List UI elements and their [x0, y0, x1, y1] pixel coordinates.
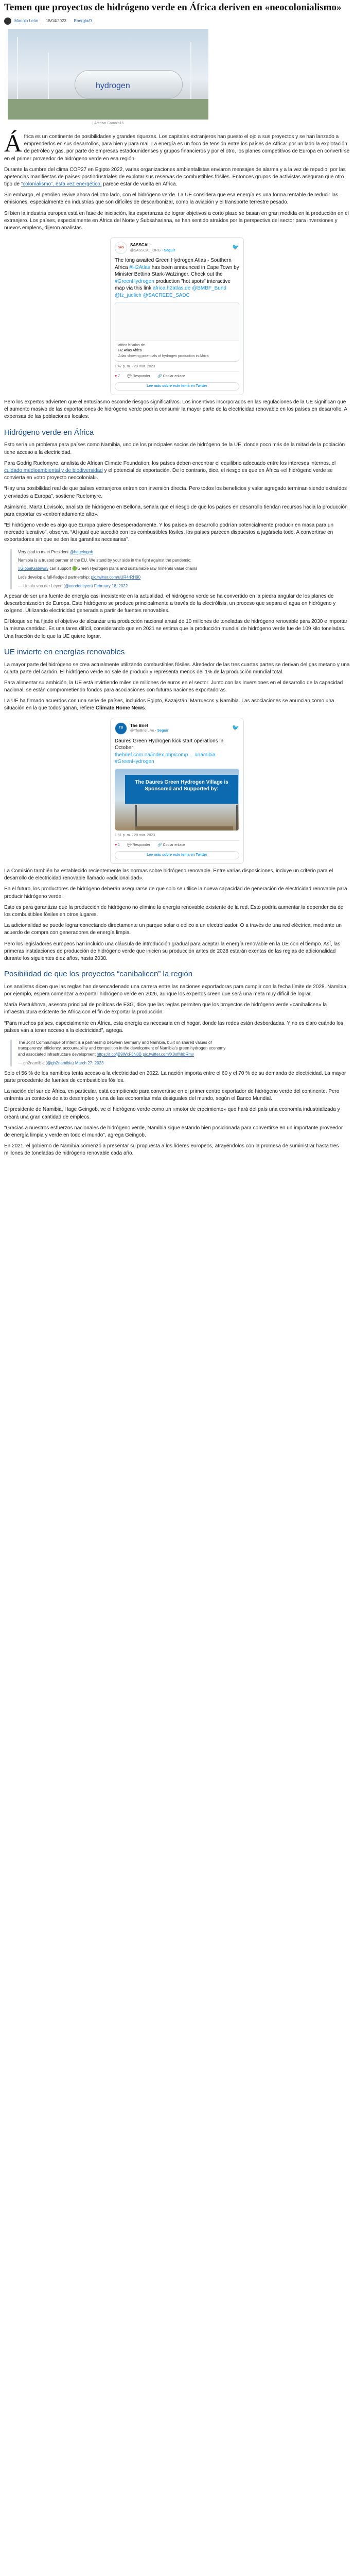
like-button[interactable]: ♥ 7 [115, 374, 120, 378]
paragraph: María Pastukhova, asesora principal de políticas de E3G, dice que las reglas permiten que los proyectos de hidrógeno verde «canibalicen» la infraestructura existente de África con el fin de exportar la producción. [4, 1002, 327, 1015]
paragraph: Esto sería un problema para países como Namibia, uno de los principales socios de hidrógeno de la UE, donde poco más de la mitad de la población tiene acceso a la electricidad. [4, 442, 345, 455]
article-category[interactable]: Energía/0 [74, 19, 92, 24]
article-date: 18/04/2023 [45, 19, 66, 24]
wind-turbine [190, 42, 191, 99]
paragraph: frica es un continente de posibilidades y grandes riquezas. Los capitales extranjeros han puesto el ojo a sus proyectos y se han lanzado a emprenderlos en sus desarrollos, para bien y para mal. La energía es un foco de tensión entre los países de África: por un lado la explotación de petróleo y gas, por parte de empresas estadounidenses y grupos financieros y por el otro, los planes competitivos de Europa en convertirse en el primer proveedor de hidrógeno verde en esa región. [4, 133, 350, 162]
tweet-author-name[interactable]: SASSCAL [130, 243, 150, 248]
tweet-timestamp[interactable]: 1:47 p. m. · 29 mar. 2023 [115, 364, 155, 368]
blockquote-tweet: The Joint Communiqué of Intent is a partnership between Germany and Namibia, built on shared values of transparency, efficiency, accountability and competition in the development of Namibia’s green hydrogen economy and associated infrastructure development https://t.co/jB9WxF3N0B pic.twitter.com/X0nfMrbRmv — gh2namibia (@gh2namibia) March 27, 2023 [10, 1040, 233, 1066]
like-button[interactable]: ♥ 1 [115, 843, 120, 847]
the-brief-logo: TB [115, 722, 127, 735]
reply-icon: 💬 [127, 843, 132, 847]
copy-link-button[interactable]: 🔗 Copiar enlace [157, 843, 185, 847]
article-title: Temen que proyectos de hidrógeno verde en África deriven en «neocolonialismo» [4, 2, 342, 13]
read-more-button[interactable]: Lee más sobre este tema en Twitter [115, 382, 239, 391]
paragraph: Asimismo, Marta Lovisolo, analista de hidrógeno en Bellona, señala que el riesgo de que los países en desarrollo tiendan recursos hacia la producción para exportar es «extremadamente alto». [4, 504, 348, 517]
reply-button[interactable]: 💬 Responder [127, 374, 150, 378]
link-icon: 🔗 [157, 374, 162, 378]
copy-link-button[interactable]: 🔗 Copiar enlace [157, 374, 185, 378]
sasscal-logo: SAS [115, 242, 127, 254]
reply-icon: 💬 [127, 374, 132, 378]
section-heading: UE invierte en energías renovables [4, 647, 125, 656]
author-name[interactable]: Manolo León [14, 19, 39, 24]
heart-icon: ♥ [115, 374, 117, 378]
card-image [115, 302, 239, 341]
intro [4, 129, 350, 163]
byline: Manolo León · 18/04/2023 · Energía/0 [4, 18, 350, 25]
blockquote-tweet: Very glad to meet President @hageingob Namibia is a trusted partner of the EU. We stand by your side in the fight against the pandemic: #GlobalGateway can support 🟢Green Hydrogen plans and sustainable raw minerals value chains Let's develop a full-fledged partnership: pic.twitter.com/uUR4rRH90 — Ursula von der Leyen (@vonderleyen) February 18, 2022 [10, 549, 233, 589]
tweet-text: Daures Green Hydrogen kick start operations in October thebrief.com.na/index.php/comp… #namibia #GreenHydrogen [115, 738, 224, 765]
paragraph: La adicionalidad se puede lograr conectando directamente un parque solar o eólico a un electrolizador. O a través de una red eléctrica, mediante un acuerdo de compra con generadores de energía limpia. [4, 923, 342, 936]
paragraph: Solo el 56 % de los namibios tenía acceso a la electricidad en 2022. La nación importa entre el 60 y el 70 % de su demanda de electricidad. La mayor parte procedente de fuentes de combustibles fósiles. [4, 1070, 346, 1083]
paragraph: En 2021, el gobierno de Namibia comenzó a presentar su propuesta a los líderes europeos, atrayéndolos con la promesa de suministrar hasta tres millones de toneladas de hidrógeno renovable cada año. [4, 1143, 339, 1157]
paragraph: Pero los legisladores europeos han incluido una cláusula de introducción gradual para aceptar la energía renovable en la UE con el tiempo. Así, las primeras instalaciones de producción de hidrógeno verde que inicien su producción antes de 2028 estarán exentas de las reglas de adicionalidad durante los siguientes diez años, hasta 2038. [4, 941, 341, 961]
follow-button[interactable]: · Seguir [155, 729, 169, 733]
section-heading: Posibilidad de que los proyectos “canibalicen” la región [4, 970, 193, 979]
heart-icon: ♥ [115, 843, 117, 847]
paragraph: A pesar de ser una fuente de energía casi inexistente en la actualidad, el hidrógeno verde se ha convertido en la piedra angular de los planes de descarbonización de Europa. Este hidrógeno se produce principalmente a través de la electrólisis, un proceso que separa el agua en hidrógeno y oxígeno. Utilizando electricidad generada a partir de fuentes renovables. [4, 593, 336, 614]
read-more-button[interactable]: Lee más sobre este tema en Twitter [115, 851, 239, 859]
paragraph: El bloque se ha fijado el objetivo de alcanzar una producción nacional anual de 10 millones de toneladas de hidrógeno renovable para 2030 e importar la misma cantidad. Es una tarea difícil, considerando que en 2021 se estima que la producción mundial de hidrógeno verde fue de 109 kilo toneladas. Una fracción de lo que la UE quiere lograr. [4, 619, 348, 639]
article [0, 0, 354, 1158]
hero-image [8, 29, 208, 120]
paragraph: Pero los expertos advierten que el entusiasmo esconde riesgos significativos. Los incentivos incorporados en las regulaciones de la UE significan que el aumento masivo de las exportaciones de hidrógeno verde podría consumir la mayor parte de la electricidad renovable en los países en desarrollo. A expensas de las poblaciones locales. [4, 399, 347, 420]
tweet-timestamp[interactable]: 1:51 p. m. · 28 mar. 2023 [115, 833, 155, 837]
paragraph: La nación del sur de África, en particular, está compitiendo para convertirse en el primer centro exportador de hidrógeno verde del continente. Pero enfrenta un contexto de alto desempleo y una de las economías más desiguales del mundo, según el Banco Mundial. [4, 1089, 340, 1102]
paragraph: Para Godrig Ruelomyre, analista de African Climate Foundation, los países deben encontrar el equilibrio adecuado entre los intereses internos, el cuidado medioambiental y de biodiversidad y el potencial de exportación. De lo contrario, dice, el riesgo es que en África «el hidrógeno verde se convierta en «otro proyecto neocolonial». [4, 460, 336, 481]
paragraph: Los analistas dicen que las reglas han desencadenado una carrera entre las naciones exportadoras para cumplir con la fecha límite de 2028. Namibia, por ejemplo, espera comenzar a exportar hidrógeno verde en 2026, aunque los expertos creen que será una meta muy difícil de lograr. [4, 984, 348, 997]
follow-button[interactable]: · Seguir [162, 248, 175, 252]
paragraph: La Comisión también ha establecido recientemente las normas sobre hidrógeno renovable. Entre varias disposiciones, incluye un criterio para el desarrollo de electricidad renovable llamado «adicionalidad». [4, 868, 333, 882]
sponsor-banner: The Daures Green Hydrogen Village is Sponsored and Supported by: [125, 775, 238, 804]
tweet-image[interactable] [115, 769, 239, 831]
paragraph: En el futuro, los productores de hidrógeno deberán asegurarse de que solo se utilice la nueva capacidad de generación de electricidad renovable para producir hidrógeno verde. [4, 886, 347, 900]
wind-turbine [17, 37, 18, 99]
tweet-text: The long awaited Green Hydrogen Atlas - Southern Africa #H2Atlas has been announced in Cape Town by Minister Bettina Stark-Watzinger. Check out the #GreenHydrogen production "hot spots" interactive map via this link africa.h2atlas.de @BMBF_Bund @fz_juelich @SACREEE_SADC [115, 258, 239, 298]
paragraph: El presidente de Namibia, Hage Geingob, ve el hidrógeno verde como un «motor de crecimiento» que hará del país una economía industrializada y creará una gran cantidad de empleos. [4, 1107, 340, 1120]
paragraph: Sin embargo, el petróleo revive ahora del otro lado, con el hidrógeno verde. La UE considera que esa energía es una forma rentable de reducir las emisiones, especialmente en industrias que son difíciles de descarbonizar, como la aviación y el transporte terrestre pesado. [4, 192, 339, 206]
paragraph: Durante la cumbre del clima COP27 en Egipto 2022, varias organizaciones ambientalistas enviaron mensajes de alarma y a la vez de repudio, por las apetencias manifiestas de países postindustriales de explotar sus reservas de combustibles fósiles. Entonces grupos de activistas aseguran que otro tipo de “colonialismo”, esta vez energético, parece estar de vuelta en África. [4, 166, 346, 188]
paragraph: La UE ha firmado acuerdos con una serie de países, incluidos Egipto, Kazajstán, Marruecos y Namibia. Las asociaciones se anuncian como una situación en la que todos ganan, refiere Climate Home News. [4, 698, 334, 711]
embedded-tweet: SAS SASSCAL @SASSCAL_ORG · Seguir 🐦 The long awaited Green Hydrogen Atlas - Southern Africa #H2Atlas has been announced in Cape Town by Minister Bettina Stark-Watzinger. Check out the #GreenHydrogen production "hot spots" interactive map via this link africa.h2atlas.de @BMBF_Bund @fz_juelich @SACREEE_SADC africa.h2atlas.de H2 Atlas Africa Atlas showing potentials of hydrogen production in Africa 1:47 p. m. · 29 mar. 2023 ♥ 7 💬 Responder 🔗 Copiar enlace Lee más sobre este tema en Twitter [110, 237, 244, 395]
biodiversidad-link[interactable]: cuidado medioambiental y de biodiversidad [4, 467, 103, 473]
twitter-bird-icon[interactable]: 🐦 [232, 244, 239, 251]
twitter-bird-icon[interactable]: 🐦 [232, 724, 239, 731]
paragraph: Para alimentar su ambición, la UE está invirtiendo miles de millones de euros en el sector. Junto con las inversiones en el desarrollo de la capacidad nacional, se están comprometiendo fondos para asociaciones con futuras naciones exportadoras. [4, 680, 343, 693]
paragraph: “Hay una posibilidad real de que países extranjeros entren con inversión directa. Pero todos los beneficios y valor agregado terminan siendo extraídos y enviados a Europa”, sostiene Ruelomyre. [4, 486, 347, 499]
wind-turbine [48, 53, 49, 99]
dropcap: Á [4, 129, 22, 157]
paragraph: La mayor parte del hidrógeno se crea actualmente utilizando combustibles fósiles. Alrededor de las tres cuartas partes se derivan del gas metano y una cuarta parte del carbón. El hidrógeno verde no sale de producir y representa menos del 1% de la producción mundial total. [4, 662, 350, 675]
paragraph: Esto es para garantizar que la producción de hidrógeno no elimine la energía renovable existente de la red. Esto podría aumentar la dependencia de los combustibles fósiles en otros lugares. [4, 904, 344, 918]
tweet-author-name[interactable]: The Brief [130, 723, 148, 728]
paragraph: Si bien la industria europea está en fase de iniciación, las esperanzas de lograr objetivos a corto plazo se basan en gran medida en la producción en el extranjero. Los países, especialmente en África del Norte y Subsahariana, se han sentido atraídos por la perspectiva del sector para inversiones y nuevos empleos, dijeron analistas. [4, 210, 349, 231]
ground [8, 99, 208, 120]
embedded-tweet: TB The Brief @TheBriefLive · Seguir 🐦 Daures Green Hydrogen kick start operations in October thebrief.com.na/index.php/comp… #namibia #GreenHydrogen The Daures Green Hydrogen Village is Sponsored and Supported by: 1:51 p. m. · 28 mar. 2023 ♥ 1 💬 Responder 🔗 Copiar enlace Lee más sobre este tema en Twitter [110, 718, 244, 864]
colonialismo-link[interactable]: “colonialismo”, esta vez energético, [21, 181, 102, 188]
section-heading: Hidrógeno verde en África [4, 428, 94, 437]
hero-caption: | Archivo Cambio16 [92, 121, 124, 125]
author-avatar [4, 18, 11, 25]
paragraph: “El hidrógeno verde es algo que Europa quiere desesperadamente. Y los países en desarrollo podrían potencialmente producir en masa para un mercado lucrativo”, observa. “Al igual que sucedió con los combustibles fósiles, los países parecen dispuestos a jugársela todo. A convertirse en exportadores sin que se den las garantías necesarias”. [4, 522, 334, 543]
link-icon: 🔗 [157, 843, 162, 847]
paragraph: “Gracias a nuestros esfuerzos nacionales de hidrógeno verde, Namibia sigue estando bien posicionada para convertirse en un importante proveedor de energía limpia y verde en todo el mundo”, agrega Geingob. [4, 1125, 343, 1139]
paragraph: “Para muchos países, especialmente en África, esta energía es necesaria en el hogar, donde las redes están desbordadas. Y no es claro cuándo los países van a tener acceso a la electricidad”, agrega. [4, 1020, 343, 1033]
reply-button[interactable]: 💬 Responder [127, 843, 150, 847]
hydrogen-tank: hydrogen [75, 70, 183, 99]
link-card[interactable]: africa.h2atlas.de H2 Atlas Africa Atlas showing potentials of hydrogen production in Africa [115, 302, 239, 361]
